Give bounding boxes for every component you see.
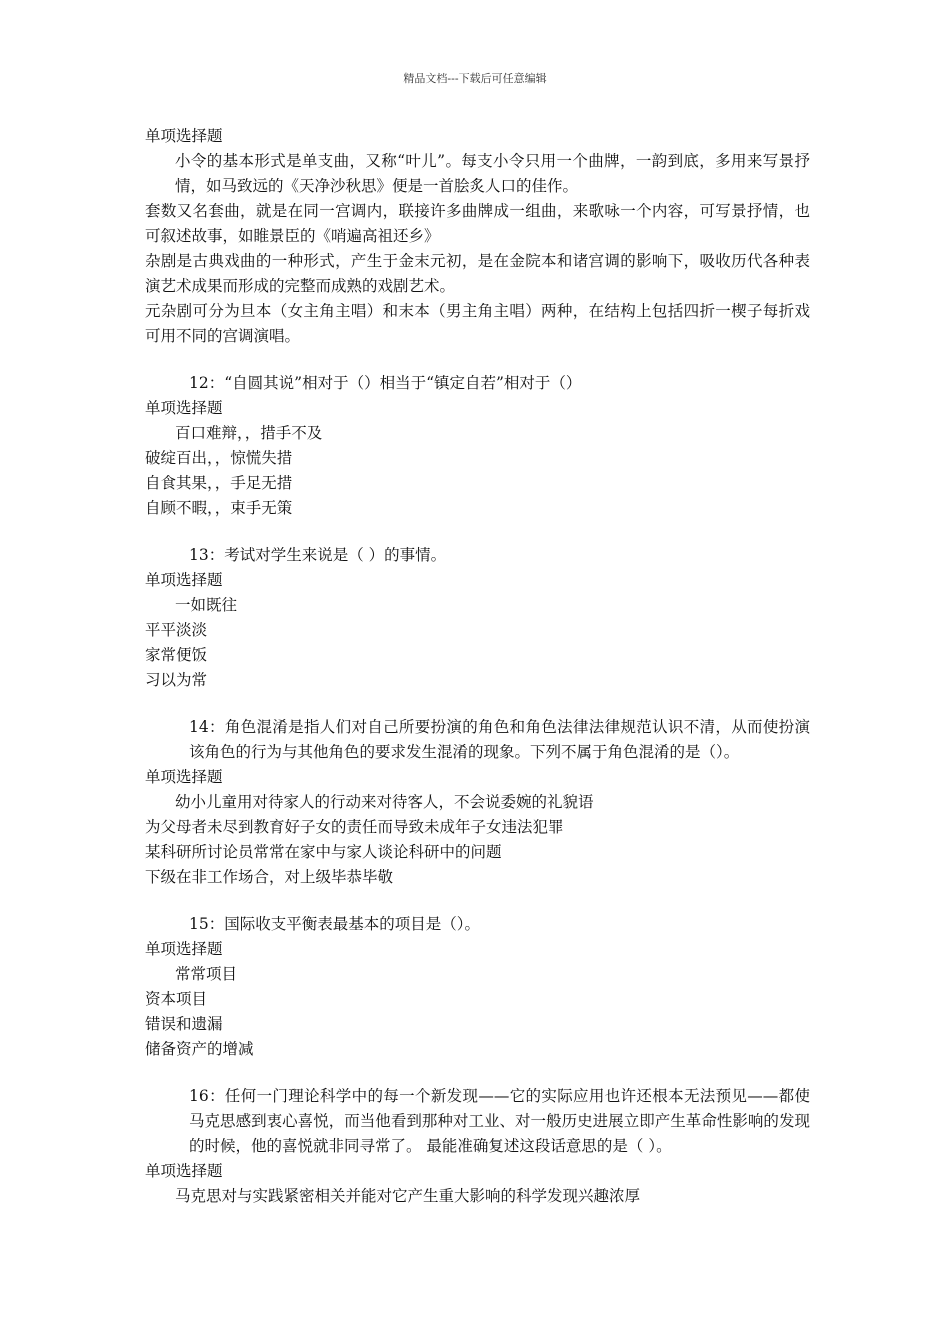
option-d: 自顾不暇，，束手无策 [145, 499, 293, 517]
question-stem-15: 15：国际收支平衡表最基本的项目是（）。 [189, 915, 480, 933]
page-header: 精品文档---下载后可任意编辑 [403, 72, 547, 85]
option-d: 习以为常 [145, 671, 208, 689]
question-stem-16: 16：任何一门理论科学中的每一个新发现——它的实际应用也许还根本无法预见——都使马克思感到衷心喜悦，而当他看到那种对工业、对一般历史进展立即产生革命性影响的发现的时候，他的喜悦就非同寻常了。 最能准确复述这段话意思的是（ ）。 [189, 1087, 810, 1155]
option-c: 家常便饭 [145, 646, 208, 664]
option-d: 下级在非工作场合，对上级毕恭毕敬 [145, 868, 394, 886]
option-b: 为父母者未尽到教育好子女的责任而导致未成年子女违法犯罪 [145, 818, 564, 836]
option-c: 错误和遗漏 [145, 1015, 223, 1033]
question-stem-13: 13：考试对学生来说是（ ）的事情。 [189, 546, 447, 564]
question-type-label: 单项选择题 [145, 1162, 223, 1180]
option-c: 自食其果，，手足无措 [145, 474, 293, 492]
option-c: 某科研所讨论员常常在家中与家人谈论科研中的问题 [145, 843, 502, 861]
question-type-label: 单项选择题 [145, 768, 223, 786]
document-body [145, 124, 810, 1209]
option-d: 储备资产的增减 [145, 1040, 254, 1058]
option-b: 套数又名套曲，就是在同一宫调内，联接许多曲牌成一组曲，来歌咏一个内容，可写景抒情，也可叙述故事，如睢景臣的《哨遍高祖还乡》 [145, 202, 810, 245]
option-a: 一如既往 [175, 596, 238, 614]
option-a: 常常项目 [175, 965, 238, 983]
option-b: 资本项目 [145, 990, 208, 1008]
option-d: 元杂剧可分为旦本（女主角主唱）和末本（男主角主唱）两种，在结构上包括四折一楔子每折戏可用不同的宫调演唱。 [145, 302, 810, 345]
option-b: 平平淡淡 [145, 621, 208, 639]
question-type-label: 单项选择题 [145, 940, 223, 958]
option-a: 幼小儿童用对待家人的行动来对待客人，不会说委婉的礼貌语 [175, 793, 594, 811]
option-c: 杂剧是古典戏曲的一种形式，产生于金末元初，是在金院本和诸宫调的影响下，吸收历代各种表演艺术成果而形成的完整而成熟的戏剧艺术。 [145, 252, 810, 295]
question-stem-12: 12：“自圆其说”相对于（）相当于“镇定自若”相对于（） [189, 374, 582, 392]
question-type-label: 单项选择题 [145, 399, 223, 417]
question-type-label: 单项选择题 [145, 127, 223, 145]
question-type-label: 单项选择题 [145, 571, 223, 589]
option-a: 小令的基本形式是单支曲，又称“叶儿”。每支小令只用一个曲牌，一韵到底，多用来写景抒情，如马致远的《天净沙秋思》便是一首脍炙人口的佳作。 [175, 152, 810, 195]
option-b: 破绽百出，，惊慌失措 [145, 449, 293, 467]
question-stem-14: 14：角色混淆是指人们对自己所要扮演的角色和角色法律法律规范认识不清，从而使扮演该角色的行为与其他角色的要求发生混淆的现象。下列不属于角色混淆的是（）。 [189, 718, 810, 761]
option-a: 百口难辩，，措手不及 [175, 424, 323, 442]
option-a: 马克思对与实践紧密相关并能对它产生重大影响的科学发现兴趣浓厚 [175, 1187, 641, 1205]
